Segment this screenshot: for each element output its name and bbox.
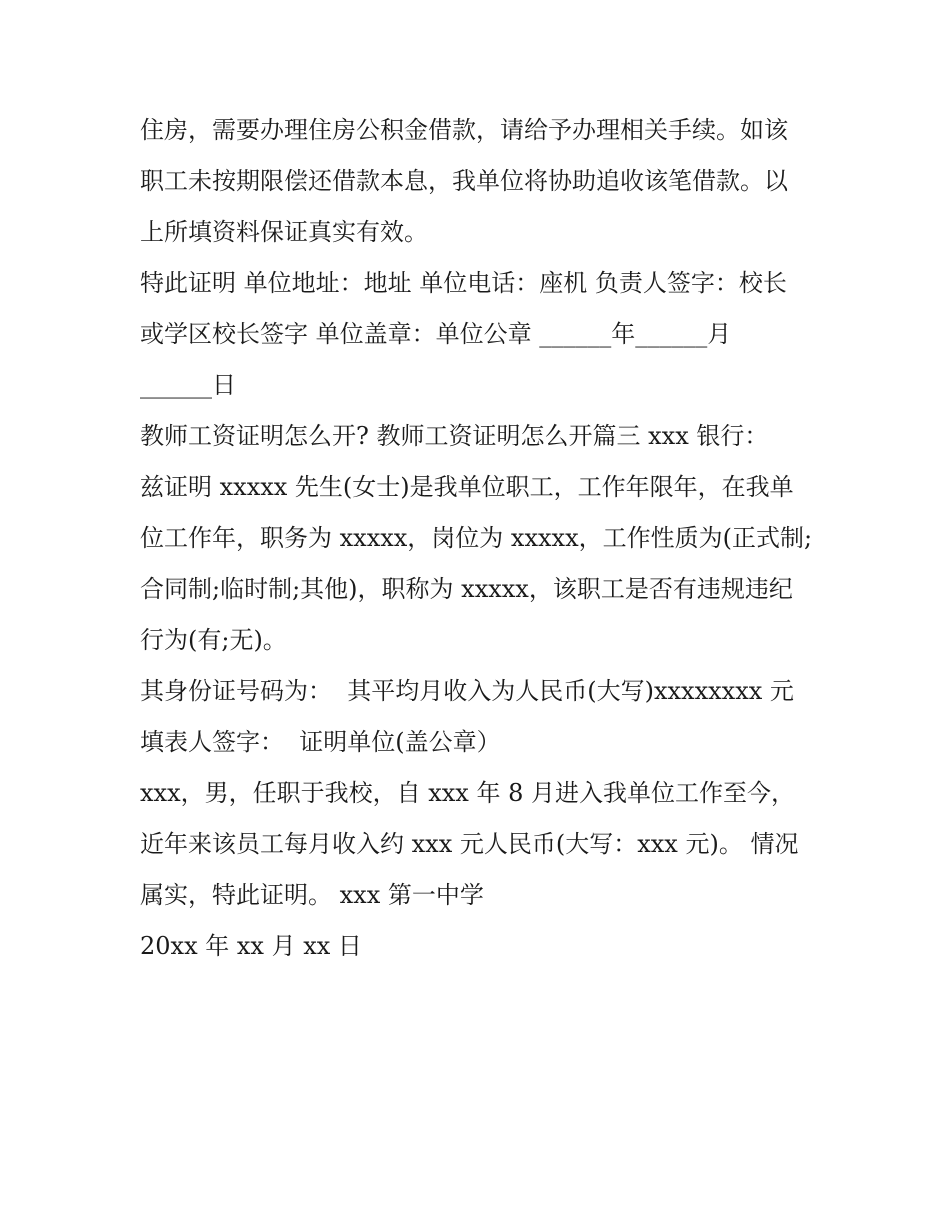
text-line: xxx，男，任职于我校，自 xxx 年 8 月进入我单位工作至今，: [140, 779, 795, 807]
text-line: 其身份证号码为： 其平均月收入为人民币(大写)xxxxxxxx 元: [140, 677, 794, 705]
text-line: 或学区校长签字 单位盖章：单位公章 ______年______月: [140, 320, 732, 348]
text-line: 合同制;临时制;其他)，职称为 xxxxx，该职工是否有违规违纪: [140, 575, 793, 603]
text-line: ______日: [140, 371, 236, 399]
text-line: 住房，需要办理住房公积金借款，请给予办理相关手续。如该: [140, 116, 788, 144]
text-line: 近年来该员工每月收入约 xxx 元人民币(大写：xxx 元)。 情况: [140, 830, 799, 858]
text-line: 行为(有;无)。: [140, 626, 287, 654]
text-line: 职工未按期限偿还借款本息，我单位将协助追收该笔借款。以: [140, 167, 788, 195]
text-line: 教师工资证明怎么开? 教师工资证明怎么开篇三 xxx 银行：: [140, 422, 769, 450]
text-line: 属实，特此证明。 xxx 第一中学: [140, 881, 484, 909]
text-line: 上所填资料保证真实有效。: [140, 218, 428, 246]
text-line: 填表人签字： 证明单位(盖公章）: [140, 728, 501, 756]
text-line: 特此证明 单位地址：地址 单位电话：座机 负责人签字：校长: [140, 269, 787, 297]
document-body: [140, 105, 820, 972]
text-line: 兹证明 xxxxx 先生(女士)是我单位职工，工作年限年，在我单: [140, 473, 794, 501]
text-line: 20xx 年 xx 月 xx 日: [140, 932, 362, 960]
text-line: 位工作年，职务为 xxxxx，岗位为 xxxxx，工作性质为(正式制;: [140, 524, 813, 552]
